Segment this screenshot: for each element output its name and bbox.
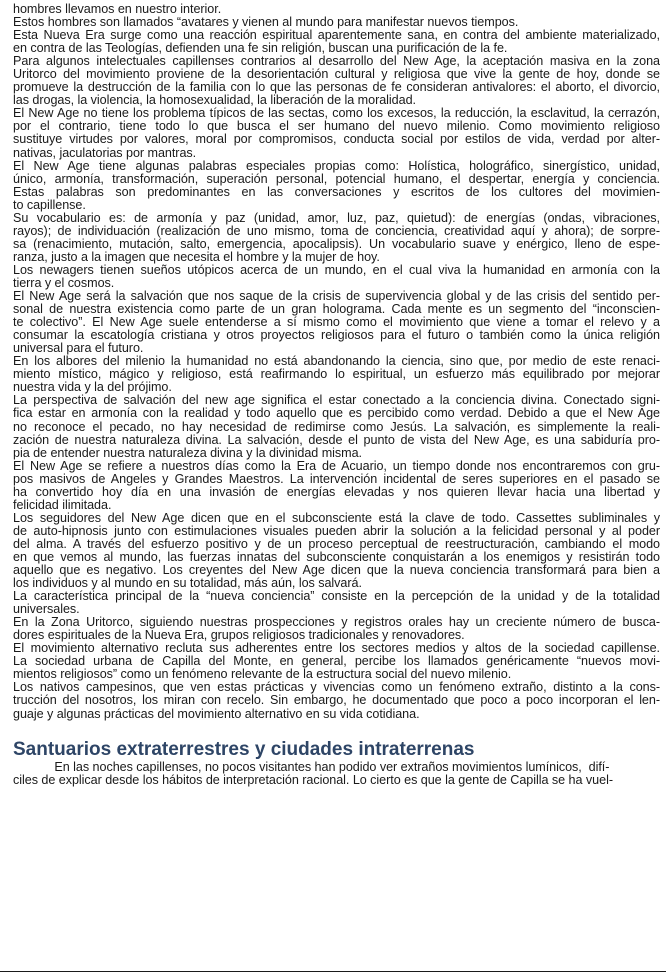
text-line: promueve la destrucción de la familia con lo que las personas de fe consideran antivalores: el aborto, el divorcio, <box>13 81 660 95</box>
paragraph <box>13 355 660 394</box>
text-line: ranza, justo a la imagen que necesita el hombre y la mujer de hoy. <box>13 250 380 264</box>
text-line: nativas, jaculatorias por mantras. <box>13 146 197 160</box>
text-line: los individuos y al mundo en su totalidad, más aún, los salvará. <box>13 577 362 591</box>
paragraph <box>13 107 660 159</box>
bottom-rule <box>0 971 666 972</box>
text-line: ciles de explicar desde los hábitos de interpretación racional. Lo cierto es que la gente de Capilla se ha vuel- <box>13 773 613 787</box>
text-line: La característica principal de la “nueva conciencia” consiste en la percepción de la unidad y de la totalidad <box>13 590 660 604</box>
text-line: El New Age no tiene los problema típicos de las sectas, como los excesos, la reducción, la esclavitud, la cerrazón, <box>13 107 660 121</box>
paragraph <box>13 160 660 212</box>
text-line: fica estar en armonía con la realidad y todo aquello que es percibido como verdad. Debido a que el New Age <box>13 407 660 421</box>
text-line: consumar la escatología cristiana y otros proyectos religiosos para el futuro o también como la única religión <box>13 329 660 343</box>
text-line: El New Age se refiere a nuestros días como la Era de Acuario, un tiempo donde nos encontraremos con gru- <box>13 459 660 473</box>
text-line: El New Age será la salvación que nos saque de la crisis de supervivencia global y de las crisis del sentido per- <box>13 290 660 304</box>
paragraph <box>13 264 660 290</box>
paragraph <box>13 3 660 16</box>
text-line: miento místico, mágico y religioso, está reafirmando lo espiritual, un esfuerzo más equilibrado por mejorar <box>13 368 660 382</box>
paragraph <box>13 290 660 355</box>
text-line: Estos hombres son llamados “avatares y vienen al mundo para manifestar nuevos tiempos. <box>13 16 519 30</box>
text-line: de auto-hipnosis junto con estimulaciones visuales pueden abrir la solución a la felicidad personal y al poder <box>13 524 660 538</box>
text-line: zación de nuestra naturaleza divina. La salvación, desde el punto de vista del New Age, es una sabiduría pro- <box>13 433 660 447</box>
text-line: El movimiento alternativo recluta sus adherentes entre los sectores medios y altos de la sociedad capillense. <box>13 642 660 656</box>
text-line: en contra de las Teologías, defienden una fe sin religión, buscan una purificación de la fe. <box>13 42 508 56</box>
paragraph <box>13 212 660 264</box>
text-line: trucción del nosotros, los miran con recelo. Sin embargo, he documentado que poco a poco incorporan el len- <box>13 694 660 708</box>
text-line: hombres llevamos en nuestro interior. <box>13 3 222 16</box>
paragraph <box>13 29 660 55</box>
text-line: El New Age tiene algunas palabras especiales propias como: Holística, holográfico, sinergístico, unidad, <box>13 159 660 173</box>
text-line: guaje y algunas prácticas del movimiento alternativo en su vida cotidiana. <box>13 707 420 721</box>
text-line: Estas palabras son predominantes en las conversaciones y escritos de los cultores del movimien- <box>13 185 660 199</box>
text-line: en que vemos al mundo, las fuerzas innatas del subconsciente conquistarán a los enemigos y resistirán todo <box>13 550 660 564</box>
text-line: En las noches capillenses, no pocos visitantes han podido ver extraños movimientos lumínicos, difí- <box>13 760 610 774</box>
text-line: rayos); de individuación (realización de uno mismo, toma de conciencia, creatividad aquí y ahora); de sorpre- <box>13 224 660 238</box>
paragraph <box>13 681 660 720</box>
text-line: único, armonía, transformación, superación personal, potencial humano, el despertar, energía y conciencia. <box>13 172 660 186</box>
text-line: por el contrario, tiene todo lo que busca el ser humano del nuevo milenio. Como movimiento religioso <box>13 120 660 134</box>
text-line: felicidad ilimitada. <box>13 498 112 512</box>
text-line: pos masivos de Angeles y Grandes Maestros. La intervención incidental de seres superiores en el pasado se <box>13 472 660 486</box>
paragraph <box>13 616 660 642</box>
paragraph <box>13 460 660 512</box>
text-line: En la Zona Uritorco, siguiendo nuestras prospecciones y registros orales hay un creciente número de busca- <box>13 616 660 630</box>
text-line: Esta Nueva Era surge como una reacción espiritual aparentemente sana, en contra del ambiente materializado, <box>13 29 660 43</box>
text-line: La perspectiva de salvación del new age significa el estar conectado a la conciencia divina. Conectado signi- <box>13 394 660 408</box>
text-line: Los nativos campesinos, que ven estas prácticas y vivencias como un fenómeno extraño, distinto a la cons- <box>13 681 660 695</box>
text-line: sustituye virtudes por valores, moral por compromisos, conducta social por estilos de vida, verdad por alter- <box>13 133 660 147</box>
text-line: Los seguidores del New Age dicen que en el subconsciente está la clave de todo. Cassettes subliminales y <box>13 511 660 525</box>
text-line: universales. <box>13 603 80 617</box>
text-line: Los newagers tienen sueños utópicos acerca de un mundo, en el cual viva la humanidad en armonía con la <box>13 263 660 277</box>
paragraph <box>13 512 660 590</box>
paragraph <box>13 590 660 616</box>
text-line: mientos religiosos” como un fenómeno relevante de la estructura social del nuevo milenio. <box>13 668 512 682</box>
text-line: no reconoce el pecado, no hay necesidad de redimirse como Jesús. La salvación, es simplemente la reali- <box>13 420 660 434</box>
text-line: En los albores del milenio la humanidad no está abandonando la ciencia, sino que, por medio de este renaci- <box>13 355 660 369</box>
text-line: sonal de nuestra existencia como parte de un gran holograma. Cada mente es un segmento del “inconscien- <box>13 303 660 317</box>
text-line: universal para el futuro. <box>13 342 144 356</box>
text-line: pia de entender nuestra naturaleza divina y la divinidad misma. <box>13 446 362 460</box>
section-body-text <box>13 761 660 787</box>
text-line: Para algunos intelectuales capillenses contrarios al desarrollo del New Age, la aceptación masiva en la zona <box>13 55 660 69</box>
text-line: ha convertido hoy día en una invasión de energías elevadas y nos quieren llevar hacia una libertad y <box>13 485 660 499</box>
text-line: aquello que es negativo. Los creyentes del New Age dicen que la nueva conciencia transformará para bien a <box>13 564 660 578</box>
text-line: las drogas, la violencia, la homosexualidad, la liberación de la moralidad. <box>13 94 416 108</box>
text-line: dores espirituales de la Nueva Era, grupos religiosos tradicionales y renovadores. <box>13 629 465 643</box>
text-line: tierra y el cosmos. <box>13 276 115 290</box>
body-text <box>13 3 660 721</box>
text-line: sa (renacimiento, mutación, salto, emergencia, apocalipsis). Un vocabulario suave y enérgico, lleno de espe- <box>13 237 660 251</box>
text-line: Su vocabulario es: de armonía y paz (unidad, amor, luz, paz, quietud): de energías (ondas, vibraciones, <box>13 211 660 225</box>
paragraph <box>13 394 660 459</box>
text-line: nuestra vida y la del prójimo. <box>13 381 172 395</box>
text-line: to capillense. <box>13 198 86 212</box>
section-heading: Santuarios extraterrestres y ciudades intraterrenas <box>13 738 475 760</box>
text-line: te colectivo”. El New Age suele entenderse a sí mismo como el movimiento que viene a tomar el relevo y a <box>13 316 660 330</box>
paragraph <box>13 642 660 681</box>
text-line: del alma. A través del esfuerzo positivo y de un proceso perceptual de reestructuración, cambiando el modo <box>13 537 660 551</box>
paragraph <box>13 16 660 29</box>
text-line: Uritorco del movimiento proviene de la desorientación cultural y religiosa que vive la gente de hoy, donde se <box>13 68 660 82</box>
text-line: La sociedad urbana de Capilla del Monte, en general, percibe los llamados genéricamente “nuevos movi- <box>13 655 660 669</box>
paragraph <box>13 55 660 107</box>
